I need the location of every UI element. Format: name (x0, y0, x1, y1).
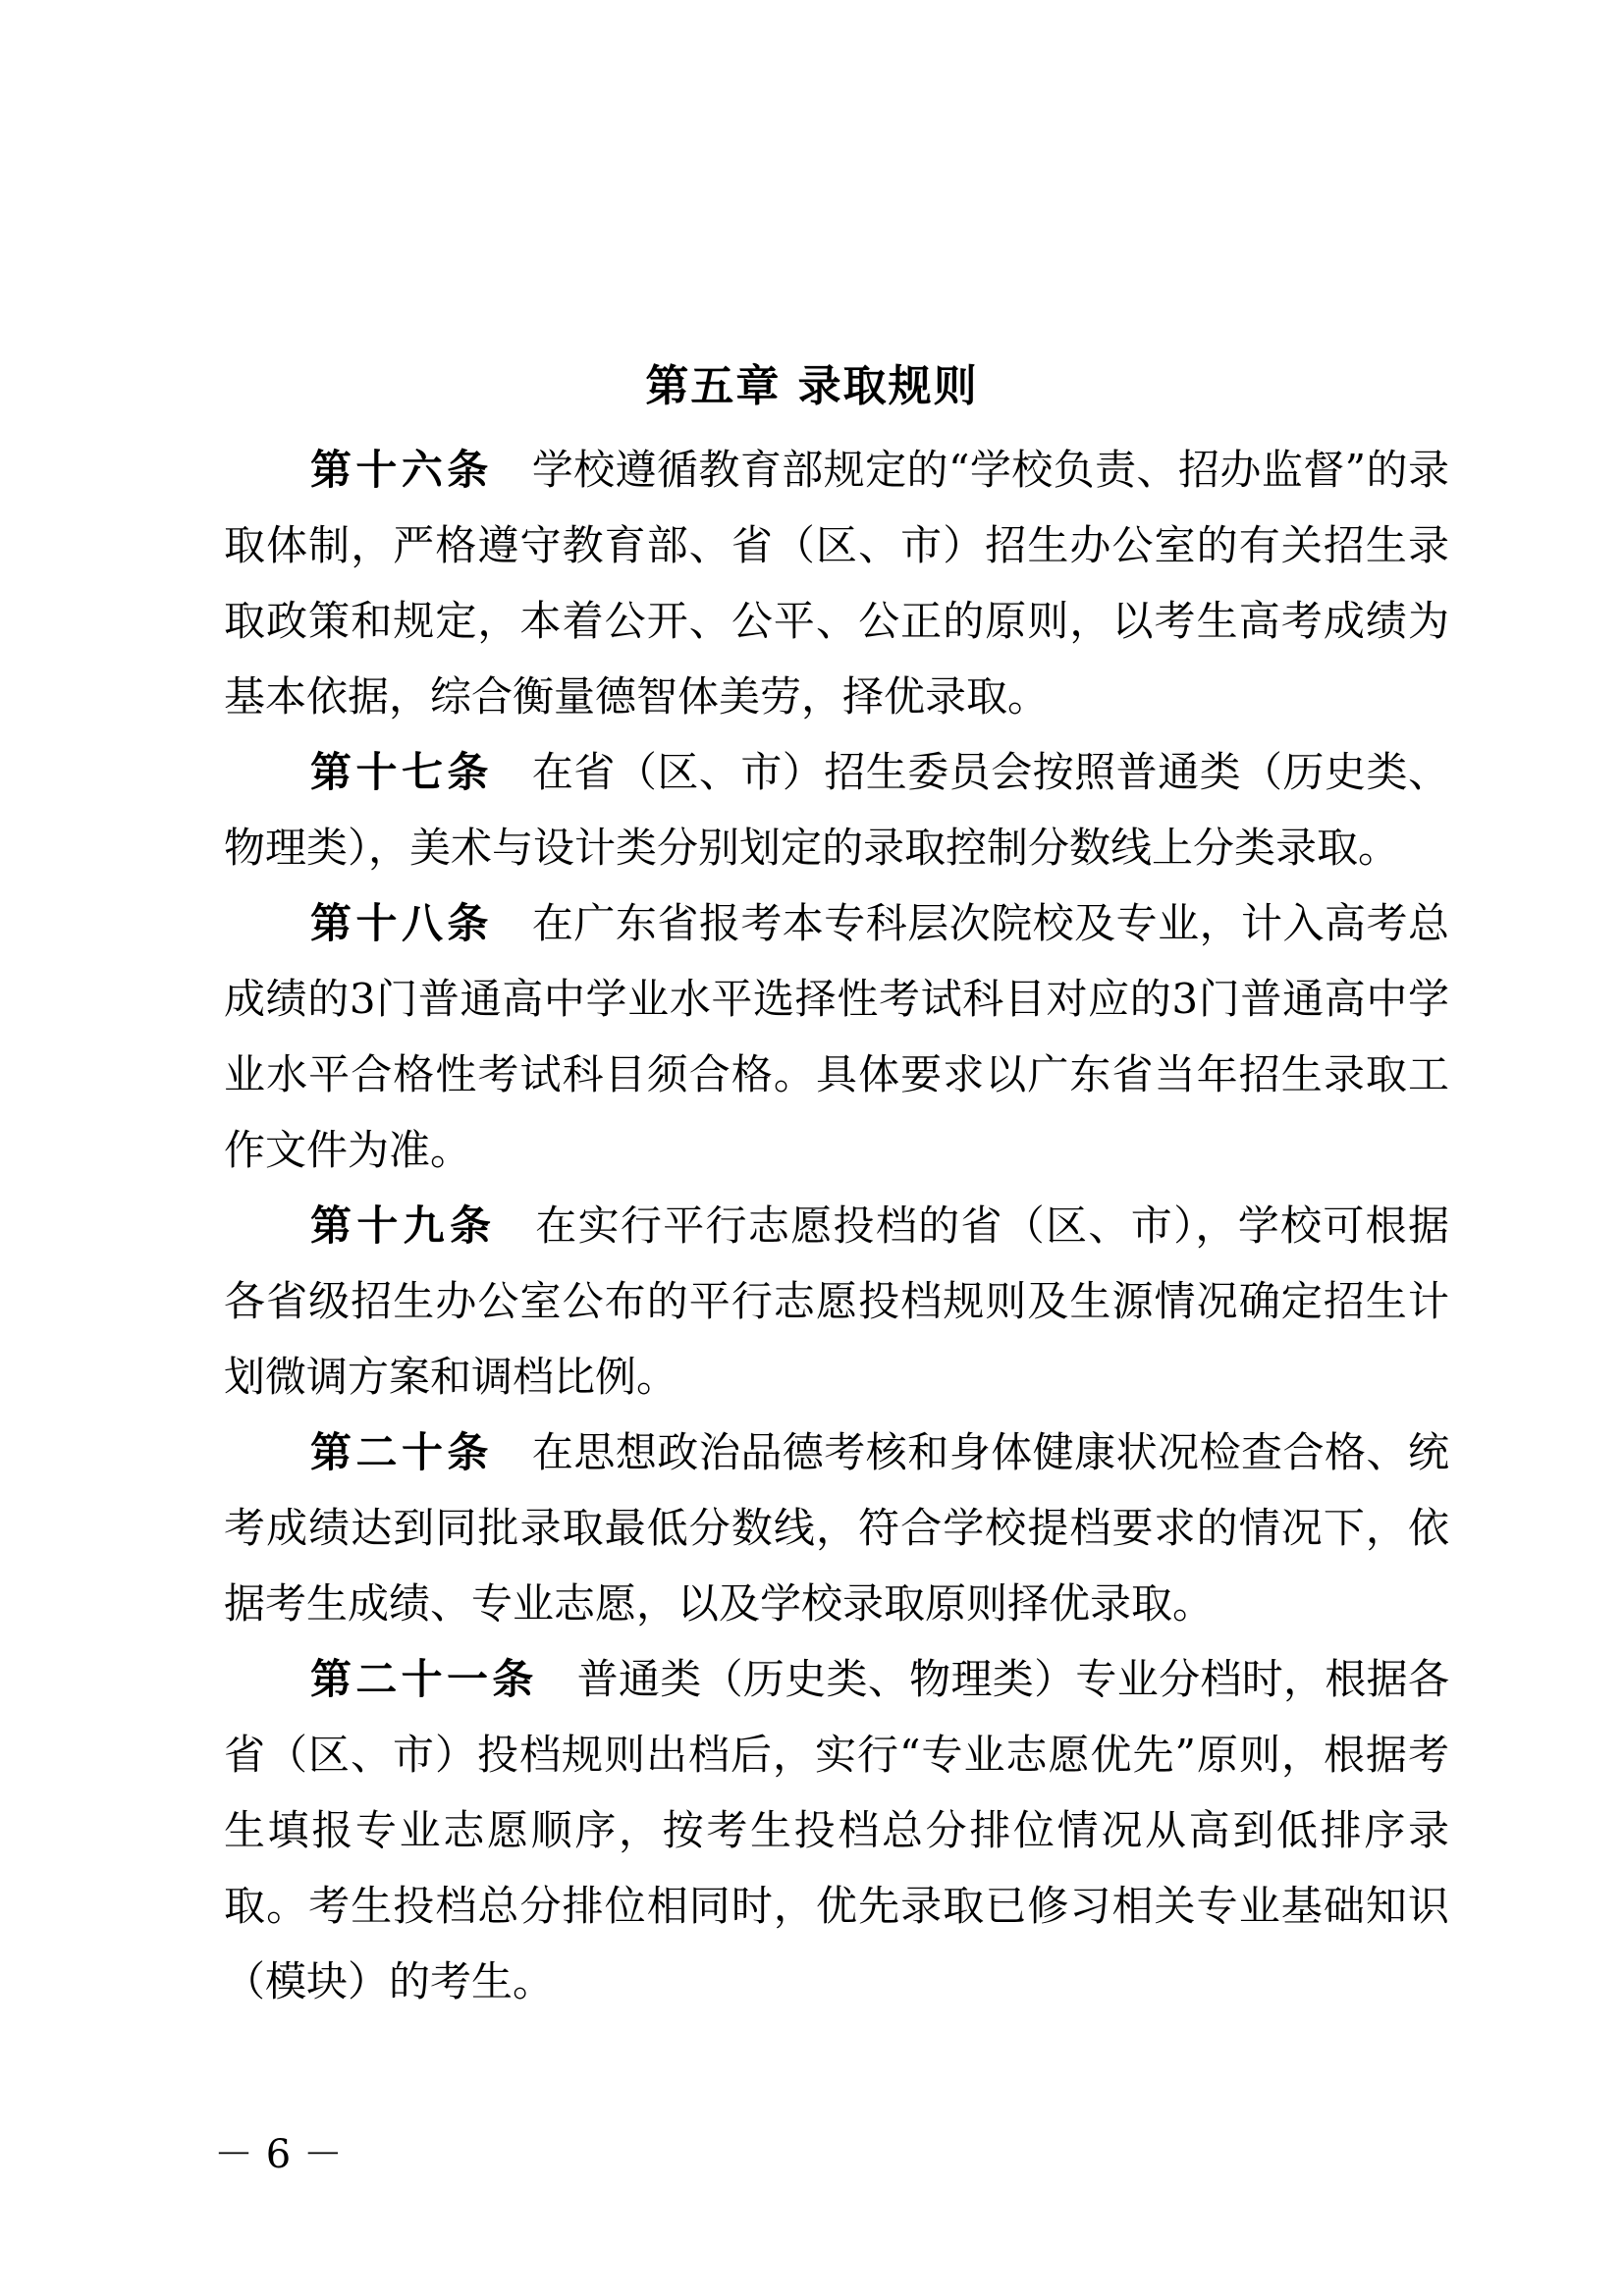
article-text: 在广东省报考本专科层次院校及专业，计入高考总成绩的3门普通高中学业水平选择性考试科目对应的3门普通高中学业水平合格性考试科目须合格。具体要求以广东省当年招生录取工作文件为准。 (224, 899, 1449, 1174)
document-body (224, 432, 1449, 2019)
article-number: 第十九条 (310, 1201, 497, 1250)
article-18 (224, 885, 1449, 1188)
page-number: － 6 － (214, 2132, 343, 2177)
article-text: 学校遵循教育部规定的“学校负责、招办监督”的录取体制，严格遵守教育部、省（区、市）招生办公室的有关招生录取政策和规定，本着公开、公平、公正的原则，以考生高考成绩为基本依据，综合衡量德智体美劳，择优录取。 (224, 446, 1449, 721)
article-number: 第十六条 (310, 446, 493, 494)
article-number: 第二十一条 (310, 1655, 538, 1703)
article-text: 在思想政治品德考核和身体健康状况检查合格、统考成绩达到同批录取最低分数线，符合学校提档要求的情况下，依据考生成绩、专业志愿，以及学校录取原则择优录取。 (224, 1428, 1449, 1628)
chapter-title: 第五章 录取规则 (645, 361, 979, 411)
article-text: 在省（区、市）招生委员会按照普通类（历史类、物理类），美术与设计类分别划定的录取控制分数线上分类录取。 (224, 748, 1449, 872)
article-20 (224, 1415, 1449, 1641)
article-text: 在实行平行志愿投档的省（区、市），学校可根据各省级招生办公室公布的平行志愿投档规则及生源情况确定招生计划微调方案和调档比例。 (224, 1201, 1449, 1401)
article-number: 第十七条 (310, 748, 493, 796)
article-text: 普通类（历史类、物理类）专业分档时，根据各省（区、市）投档规则出档后，实行“专业志愿优先”原则，根据考生填报专业志愿顺序，按考生投档总分排位情况从高到低排序录取。考生投档总分排位相同时，优先录取已修习相关专业基础知识（模块）的考生。 (224, 1655, 1449, 2005)
article-19 (224, 1188, 1449, 1415)
article-number: 第十八条 (310, 899, 493, 947)
article-17 (224, 734, 1449, 885)
article-21 (224, 1641, 1449, 2019)
article-number: 第二十条 (310, 1428, 493, 1476)
article-16 (224, 432, 1449, 734)
